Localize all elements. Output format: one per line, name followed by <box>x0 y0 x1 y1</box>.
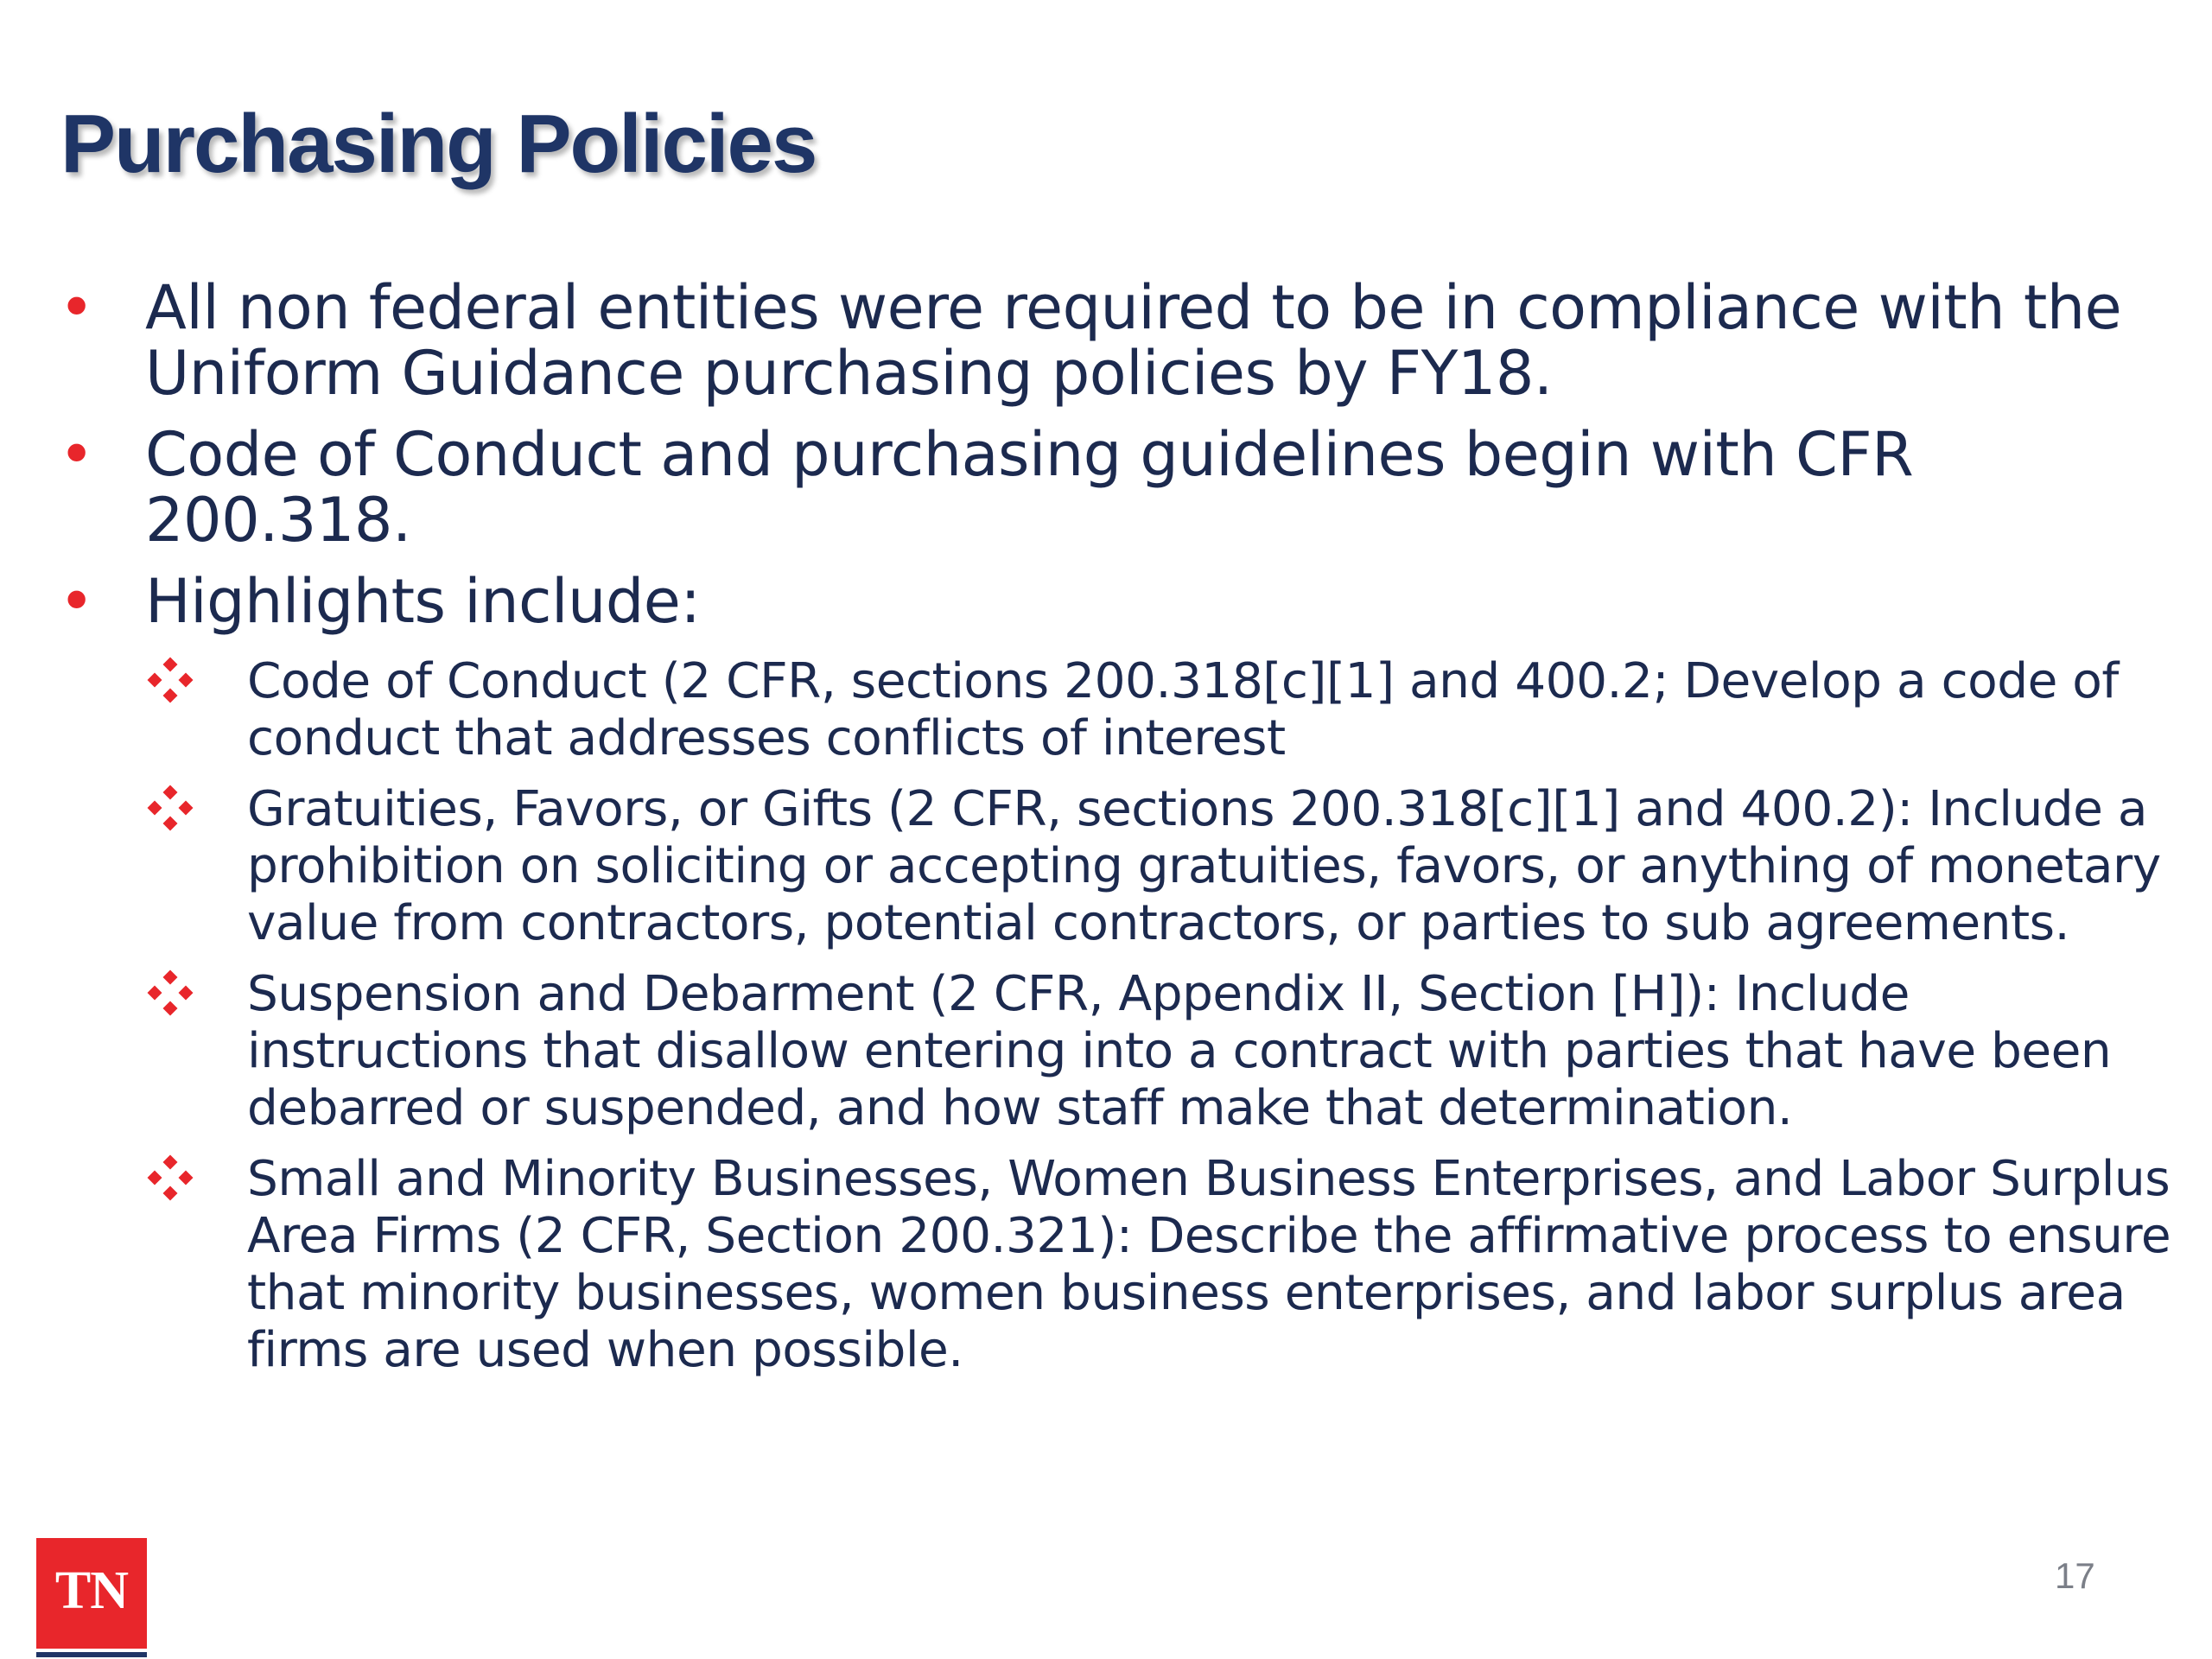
bullet-item-highlights <box>52 566 2177 1379</box>
highlight-item-small-minority <box>52 1151 2177 1379</box>
highlight-text: Code of Conduct (2 CFR, sections 200.318[c][1] and 400.2; Develop a code of conduct that addresses conflicts of interest <box>247 653 2119 766</box>
diamond-bullet-icon <box>147 1154 194 1201</box>
tn-logo <box>36 1538 147 1649</box>
bullet-dot-icon: • <box>59 272 94 343</box>
highlights-list <box>52 653 2177 1379</box>
bullet-dot-icon: • <box>59 419 94 490</box>
tn-logo-text: TN <box>54 1560 129 1620</box>
page-number: 17 <box>2055 1555 2095 1596</box>
tn-logo-underline <box>36 1652 147 1657</box>
diamond-bullet-icon <box>147 969 194 1016</box>
highlight-text: Gratuities, Favors, or Gifts (2 CFR, sections 200.318[c][1] and 400.2): Include a prohibition on soliciting or accepting gratuities, favors, or anything of monetary value from contractors, potential contractors, or parties to sub agreements. <box>247 781 2161 951</box>
slide-content <box>52 272 2177 1395</box>
highlight-item-suspension <box>52 966 2177 1137</box>
diamond-bullet-icon <box>147 785 194 831</box>
bullet-text: Highlights include: <box>145 566 701 637</box>
bullet-list <box>52 272 2177 1379</box>
highlight-item-gratuities <box>52 781 2177 952</box>
bullet-item-code-of-conduct <box>52 419 2177 556</box>
bullet-item-compliance <box>52 272 2177 409</box>
highlight-item-code-of-conduct <box>52 653 2177 767</box>
diamond-bullet-icon <box>147 657 194 703</box>
slide-title: Purchasing Policies <box>60 98 817 190</box>
highlight-text: Suspension and Debarment (2 CFR, Appendix II, Section [H]): Include instructions that disallow entering into a contract with parties that have been debarred or suspended, and how staff make that determination. <box>247 966 2112 1136</box>
highlight-text: Small and Minority Businesses, Women Business Enterprises, and Labor Surplus Area Firms (2 CFR, Section 200.321): Describe the affirmative process to ensure that minority businesses, women business enterprises, and labor surplus area firms are used when possible. <box>247 1151 2171 1378</box>
bullet-dot-icon: • <box>59 566 94 637</box>
bullet-text: All non federal entities were required to be in compliance with the Uniform Guidance purchasing policies by FY18. <box>145 272 2122 409</box>
bullet-text: Code of Conduct and purchasing guidelines begin with CFR 200.318. <box>145 419 1914 556</box>
